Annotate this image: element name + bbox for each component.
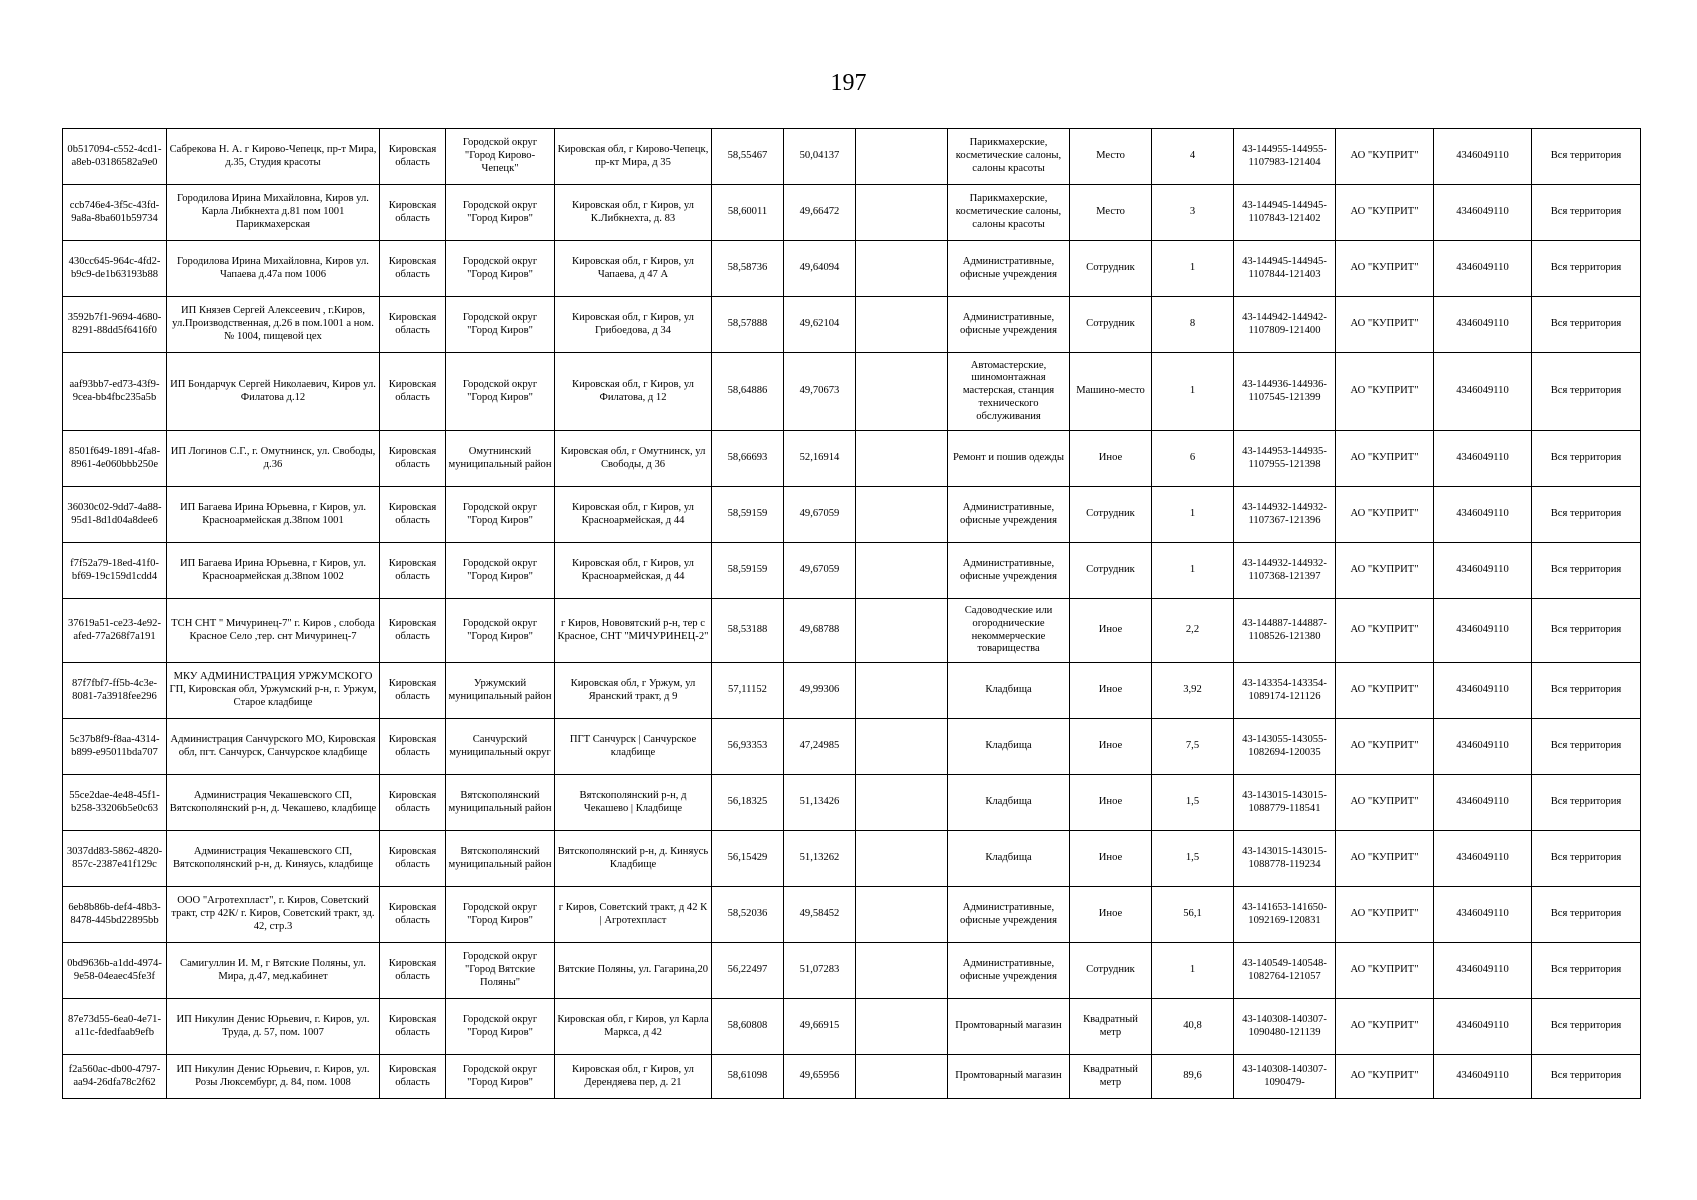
cell-object-category: Садоводческие или огороднические некоммерческие товарищества [948,599,1070,663]
cell-longitude: 49,66915 [784,999,856,1055]
cell-territory: Вся территория [1532,487,1641,543]
cell-address: ПГТ Санчурск | Санчурское кладбище [555,719,712,775]
cell-empty-cell [856,487,948,543]
cell-empty-cell [856,943,948,999]
cell-register-number: 43-144942-144942-1107809-121400 [1234,297,1336,353]
cell-latitude: 58,58736 [712,241,784,297]
cell-longitude: 49,62104 [784,297,856,353]
cell-address: Кировская обл, г Киров, ул Филатова, д 12 [555,353,712,431]
cell-source-name: Городилова Ирина Михайловна, Киров ул. Карла Либкнехта д.81 пом 1001 Парикмахерская [167,185,380,241]
table-row [63,887,1641,943]
cell-object-category: Промтоварный магазин [948,999,1070,1055]
cell-operator: АО "КУПРИТ" [1336,1055,1434,1099]
cell-empty-cell [856,185,948,241]
cell-region: Кировская область [380,887,446,943]
cell-municipality: Городской округ "Город Киров" [446,887,555,943]
registry-rows [63,129,1641,1099]
cell-object-category: Административные, офисные учреждения [948,241,1070,297]
table-row [63,999,1641,1055]
cell-quantity: 4 [1152,129,1234,185]
cell-longitude: 52,16914 [784,431,856,487]
cell-object-category: Кладбища [948,831,1070,887]
cell-address: Кировская обл, г Киров, ул Грибоедова, д 34 [555,297,712,353]
cell-record-id: 0b517094-c552-4cd1-a8eb-03186582a9e0 [63,129,167,185]
cell-municipality: Вятскополянский муниципальный район [446,775,555,831]
cell-register-number: 43-140549-140548-1082764-121057 [1234,943,1336,999]
cell-source-name: Сабрекова Н. А. г Кирово-Чепецк, пр-т Мира, д.35, Студия красоты [167,129,380,185]
cell-municipality: Городской округ "Город Киров" [446,297,555,353]
cell-quantity: 1,5 [1152,775,1234,831]
table-row [63,663,1641,719]
cell-inn: 4346049110 [1434,297,1532,353]
cell-region: Кировская область [380,999,446,1055]
cell-latitude: 57,11152 [712,663,784,719]
cell-quantity: 1 [1152,487,1234,543]
cell-inn: 4346049110 [1434,129,1532,185]
table-row [63,775,1641,831]
cell-municipality: Городской округ "Город Киров" [446,543,555,599]
cell-latitude: 58,60011 [712,185,784,241]
cell-source-name: ИП Никулин Денис Юрьевич, г. Киров, ул. Труда, д. 57, пом. 1007 [167,999,380,1055]
cell-region: Кировская область [380,241,446,297]
cell-record-id: 8501f649-1891-4fa8-8961-4e060bbb250e [63,431,167,487]
cell-longitude: 49,67059 [784,543,856,599]
cell-register-number: 43-143055-143055-1082694-120035 [1234,719,1336,775]
cell-quantity: 89,6 [1152,1055,1234,1099]
cell-source-name: Администрация Чекашевского СП, Вятскополянский р-н, д. Киняусь, кладбище [167,831,380,887]
cell-address: Кировская обл, г Уржум, ул Яранский тракт, д 9 [555,663,712,719]
cell-inn: 4346049110 [1434,999,1532,1055]
table-row [63,129,1641,185]
cell-latitude: 58,66693 [712,431,784,487]
cell-operator: АО "КУПРИТ" [1336,353,1434,431]
cell-operator: АО "КУПРИТ" [1336,543,1434,599]
cell-municipality: Городской округ "Город Вятские Поляны" [446,943,555,999]
cell-inn: 4346049110 [1434,663,1532,719]
cell-region: Кировская область [380,185,446,241]
cell-measure-unit: Сотрудник [1070,241,1152,297]
cell-address: г Киров, Нововятский р-н, тер с Красное, СНТ "МИЧУРИНЕЦ-2" [555,599,712,663]
cell-source-name: ТСН СНТ " Мичуринец-7" г. Киров , слобода Красное Село ,тер. снт Мичуринец-7 [167,599,380,663]
cell-territory: Вся территория [1532,663,1641,719]
cell-record-id: ccb746e4-3f5c-43fd-9a8a-8ba601b59734 [63,185,167,241]
cell-address: Кировская обл, г Киров, ул Чапаева, д 47 А [555,241,712,297]
cell-inn: 4346049110 [1434,599,1532,663]
cell-longitude: 49,58452 [784,887,856,943]
cell-measure-unit: Иное [1070,887,1152,943]
cell-empty-cell [856,775,948,831]
cell-operator: АО "КУПРИТ" [1336,775,1434,831]
cell-register-number: 43-144887-144887-1108526-121380 [1234,599,1336,663]
cell-territory: Вся территория [1532,719,1641,775]
cell-municipality: Омутнинский муниципальный район [446,431,555,487]
cell-object-category: Промтоварный магазин [948,1055,1070,1099]
cell-measure-unit: Сотрудник [1070,543,1152,599]
cell-source-name: ООО "Агротехпласт", г. Киров, Советский тракт, стр 42К/ г. Киров, Советский тракт, зд. 42, стр.3 [167,887,380,943]
cell-municipality: Городской округ "Город Киров" [446,487,555,543]
cell-operator: АО "КУПРИТ" [1336,887,1434,943]
cell-measure-unit: Иное [1070,775,1152,831]
cell-latitude: 58,53188 [712,599,784,663]
cell-empty-cell [856,431,948,487]
cell-latitude: 58,52036 [712,887,784,943]
cell-longitude: 51,13262 [784,831,856,887]
cell-inn: 4346049110 [1434,831,1532,887]
table-row [63,599,1641,663]
cell-object-category: Кладбища [948,719,1070,775]
cell-measure-unit: Иное [1070,719,1152,775]
cell-measure-unit: Место [1070,185,1152,241]
cell-quantity: 1,5 [1152,831,1234,887]
cell-region: Кировская область [380,775,446,831]
cell-address: Кировская обл, г Кирово-Чепецк, пр-кт Мира, д 35 [555,129,712,185]
cell-address: Кировская обл, г Киров, ул Красноармейская, д 44 [555,543,712,599]
cell-inn: 4346049110 [1434,431,1532,487]
cell-operator: АО "КУПРИТ" [1336,663,1434,719]
cell-inn: 4346049110 [1434,185,1532,241]
cell-source-name: Администрация Санчурского МО, Кировская обл, пгт. Санчурск, Санчурское кладбище [167,719,380,775]
cell-longitude: 49,66472 [784,185,856,241]
cell-inn: 4346049110 [1434,775,1532,831]
cell-record-id: 0bd9636b-a1dd-4974-9e58-04eaec45fe3f [63,943,167,999]
table-row [63,241,1641,297]
cell-empty-cell [856,719,948,775]
cell-measure-unit: Сотрудник [1070,943,1152,999]
cell-empty-cell [856,599,948,663]
cell-quantity: 1 [1152,543,1234,599]
cell-measure-unit: Сотрудник [1070,297,1152,353]
cell-address: Вятские Поляны, ул. Гагарина,20 [555,943,712,999]
cell-region: Кировская область [380,129,446,185]
table-row [63,831,1641,887]
cell-territory: Вся территория [1532,129,1641,185]
cell-empty-cell [856,543,948,599]
cell-register-number: 43-144936-144936-1107545-121399 [1234,353,1336,431]
cell-operator: АО "КУПРИТ" [1336,185,1434,241]
cell-register-number: 43-143015-143015-1088779-118541 [1234,775,1336,831]
table-row [63,353,1641,431]
cell-operator: АО "КУПРИТ" [1336,487,1434,543]
cell-quantity: 1 [1152,943,1234,999]
cell-quantity: 8 [1152,297,1234,353]
cell-territory: Вся территория [1532,431,1641,487]
cell-inn: 4346049110 [1434,943,1532,999]
cell-quantity: 2,2 [1152,599,1234,663]
cell-municipality: Санчурский муниципальный округ [446,719,555,775]
cell-register-number: 43-144932-144932-1107367-121396 [1234,487,1336,543]
cell-register-number: 43-144945-144945-1107844-121403 [1234,241,1336,297]
cell-operator: АО "КУПРИТ" [1336,831,1434,887]
cell-longitude: 49,67059 [784,487,856,543]
cell-latitude: 56,93353 [712,719,784,775]
cell-municipality: Городской округ "Город Кирово-Чепецк" [446,129,555,185]
cell-register-number: 43-140308-140307-1090480-121139 [1234,999,1336,1055]
cell-empty-cell [856,297,948,353]
cell-measure-unit: Иное [1070,831,1152,887]
cell-object-category: Кладбища [948,775,1070,831]
cell-region: Кировская область [380,353,446,431]
cell-municipality: Городской округ "Город Киров" [446,185,555,241]
cell-municipality: Городской округ "Город Киров" [446,1055,555,1099]
cell-inn: 4346049110 [1434,353,1532,431]
cell-object-category: Административные, офисные учреждения [948,543,1070,599]
cell-territory: Вся территория [1532,1055,1641,1099]
cell-object-category: Административные, офисные учреждения [948,887,1070,943]
cell-longitude: 47,24985 [784,719,856,775]
cell-measure-unit: Квадратный метр [1070,999,1152,1055]
cell-register-number: 43-143354-143354-1089174-121126 [1234,663,1336,719]
cell-object-category: Кладбища [948,663,1070,719]
cell-region: Кировская область [380,1055,446,1099]
cell-address: Кировская обл, г Киров, ул Красноармейская, д 44 [555,487,712,543]
cell-measure-unit: Сотрудник [1070,487,1152,543]
cell-empty-cell [856,241,948,297]
cell-quantity: 56,1 [1152,887,1234,943]
cell-record-id: f7f52a79-18ed-41f0-bf69-19c159d1cdd4 [63,543,167,599]
table-row [63,543,1641,599]
cell-municipality: Городской округ "Город Киров" [446,599,555,663]
cell-territory: Вся территория [1532,887,1641,943]
cell-territory: Вся территория [1532,831,1641,887]
cell-source-name: Администрация Чекашевского СП, Вятскополянский р-н, д. Чекашево, кладбище [167,775,380,831]
cell-quantity: 7,5 [1152,719,1234,775]
cell-latitude: 58,57888 [712,297,784,353]
cell-source-name: ИП Бондарчук Сергей Николаевич, Киров ул. Филатова д.12 [167,353,380,431]
cell-measure-unit: Иное [1070,663,1152,719]
cell-source-name: МКУ АДМИНИСТРАЦИЯ УРЖУМСКОГО ГП, Кировская обл, Уржумский р-н, г. Уржум, Старое кладбище [167,663,380,719]
cell-operator: АО "КУПРИТ" [1336,943,1434,999]
cell-territory: Вся территория [1532,297,1641,353]
cell-region: Кировская область [380,719,446,775]
table-row [63,297,1641,353]
cell-longitude: 49,68788 [784,599,856,663]
cell-record-id: 3592b7f1-9694-4680-8291-88dd5f6416f0 [63,297,167,353]
cell-latitude: 56,15429 [712,831,784,887]
cell-region: Кировская область [380,297,446,353]
cell-longitude: 50,04137 [784,129,856,185]
cell-latitude: 58,60808 [712,999,784,1055]
cell-municipality: Вятскополянский муниципальный район [446,831,555,887]
cell-source-name: ИП Князев Сергей Алексеевич , г.Киров, ул.Производственная, д.26 в пом.1001 а ном.№ 1004, пищевой цех [167,297,380,353]
cell-quantity: 1 [1152,241,1234,297]
cell-territory: Вся территория [1532,353,1641,431]
cell-quantity: 40,8 [1152,999,1234,1055]
cell-measure-unit: Квадратный метр [1070,1055,1152,1099]
cell-address: Вятскополянский р-н, д Чекашево | Кладбище [555,775,712,831]
cell-territory: Вся территория [1532,543,1641,599]
cell-quantity: 3 [1152,185,1234,241]
table-row [63,185,1641,241]
cell-measure-unit: Иное [1070,599,1152,663]
cell-inn: 4346049110 [1434,1055,1532,1099]
cell-latitude: 56,18325 [712,775,784,831]
cell-municipality: Городской округ "Город Киров" [446,241,555,297]
cell-quantity: 1 [1152,353,1234,431]
cell-region: Кировская область [380,431,446,487]
cell-operator: АО "КУПРИТ" [1336,599,1434,663]
cell-quantity: 6 [1152,431,1234,487]
cell-record-id: 36030c02-9dd7-4a88-95d1-8d1d04a8dee6 [63,487,167,543]
cell-inn: 4346049110 [1434,487,1532,543]
cell-operator: АО "КУПРИТ" [1336,297,1434,353]
cell-source-name: ИП Никулин Денис Юрьевич, г. Киров, ул. Розы Люксембург, д. 84, пом. 1008 [167,1055,380,1099]
cell-operator: АО "КУПРИТ" [1336,999,1434,1055]
cell-inn: 4346049110 [1434,719,1532,775]
cell-region: Кировская область [380,663,446,719]
cell-empty-cell [856,831,948,887]
cell-longitude: 49,70673 [784,353,856,431]
cell-record-id: 87e73d55-6ea0-4e71-a11c-fdedfaab9efb [63,999,167,1055]
cell-measure-unit: Место [1070,129,1152,185]
cell-operator: АО "КУПРИТ" [1336,431,1434,487]
cell-record-id: 3037dd83-5862-4820-857c-2387e41f129c [63,831,167,887]
cell-record-id: 55ce2dae-4e48-45f1-b258-33206b5e0c63 [63,775,167,831]
cell-record-id: 87f7fbf7-ff5b-4c3e-8081-7a3918fee296 [63,663,167,719]
cell-inn: 4346049110 [1434,887,1532,943]
cell-longitude: 51,13426 [784,775,856,831]
cell-record-id: 430cc645-964c-4fd2-b9c9-de1b63193b88 [63,241,167,297]
cell-territory: Вся территория [1532,185,1641,241]
cell-empty-cell [856,129,948,185]
cell-municipality: Уржумский муниципальный район [446,663,555,719]
cell-record-id: 37619a51-ce23-4e92-afed-77a268f7a191 [63,599,167,663]
cell-quantity: 3,92 [1152,663,1234,719]
cell-address: г Киров, Советский тракт, д 42 К | Агротехпласт [555,887,712,943]
cell-register-number: 43-141653-141650-1092169-120831 [1234,887,1336,943]
cell-register-number: 43-144953-144935-1107955-121398 [1234,431,1336,487]
cell-object-category: Парикмахерские, косметические салоны, салоны красоты [948,185,1070,241]
cell-operator: АО "КУПРИТ" [1336,241,1434,297]
cell-territory: Вся территория [1532,241,1641,297]
cell-inn: 4346049110 [1434,543,1532,599]
cell-municipality: Городской округ "Город Киров" [446,999,555,1055]
cell-region: Кировская область [380,943,446,999]
cell-object-category: Административные, офисные учреждения [948,487,1070,543]
cell-address: Кировская обл, г Киров, ул К.Либкнехта, д. 83 [555,185,712,241]
cell-region: Кировская область [380,831,446,887]
cell-register-number: 43-144945-144945-1107843-121402 [1234,185,1336,241]
cell-register-number: 43-140308-140307-1090479- [1234,1055,1336,1099]
cell-municipality: Городской округ "Город Киров" [446,353,555,431]
cell-inn: 4346049110 [1434,241,1532,297]
cell-longitude: 49,65956 [784,1055,856,1099]
cell-territory: Вся территория [1532,999,1641,1055]
table-row [63,943,1641,999]
cell-source-name: ИП Логинов С.Г., г. Омутнинск, ул. Свободы, д.36 [167,431,380,487]
cell-operator: АО "КУПРИТ" [1336,129,1434,185]
cell-object-category: Автомастерские, шиномонтажная мастерская, станция технического обслуживания [948,353,1070,431]
cell-empty-cell [856,1055,948,1099]
page-number: 197 [830,70,867,96]
cell-object-category: Административные, офисные учреждения [948,297,1070,353]
cell-address: Кировская обл, г Киров, ул Дерендяева пер, д. 21 [555,1055,712,1099]
registry-table [62,128,1641,1099]
cell-record-id: 5c37b8f9-f8aa-4314-b899-e95011bda707 [63,719,167,775]
cell-empty-cell [856,887,948,943]
cell-source-name: ИП Багаева Ирина Юрьевна, г Киров, ул. Красноармейская д.38пом 1002 [167,543,380,599]
cell-record-id: 6eb8b86b-def4-48b3-8478-445bd22895bb [63,887,167,943]
cell-record-id: f2a560ac-db00-4797-aa94-26dfa78c2f62 [63,1055,167,1099]
cell-longitude: 51,07283 [784,943,856,999]
cell-region: Кировская область [380,543,446,599]
cell-latitude: 56,22497 [712,943,784,999]
table-row [63,487,1641,543]
cell-object-category: Парикмахерские, косметические салоны, салоны красоты [948,129,1070,185]
cell-source-name: ИП Багаева Ирина Юрьевна, г Киров, ул. Красноармейская д.38пом 1001 [167,487,380,543]
table-row [63,431,1641,487]
cell-object-category: Ремонт и пошив одежды [948,431,1070,487]
cell-longitude: 49,99306 [784,663,856,719]
cell-measure-unit: Иное [1070,431,1152,487]
cell-region: Кировская область [380,487,446,543]
cell-empty-cell [856,999,948,1055]
cell-territory: Вся территория [1532,599,1641,663]
table-row [63,719,1641,775]
cell-latitude: 58,64886 [712,353,784,431]
cell-territory: Вся территория [1532,775,1641,831]
cell-longitude: 49,64094 [784,241,856,297]
cell-address: Кировская обл, г Омутнинск, ул Свободы, д 36 [555,431,712,487]
cell-latitude: 58,59159 [712,543,784,599]
cell-region: Кировская область [380,599,446,663]
table-row [63,1055,1641,1099]
cell-empty-cell [856,663,948,719]
cell-source-name: Городилова Ирина Михайловна, Киров ул. Чапаева д.47а пом 1006 [167,241,380,297]
cell-latitude: 58,59159 [712,487,784,543]
cell-operator: АО "КУПРИТ" [1336,719,1434,775]
cell-latitude: 58,61098 [712,1055,784,1099]
cell-register-number: 43-144955-144955-1107983-121404 [1234,129,1336,185]
cell-address: Вятскополянский р-н, д. Киняусь Кладбище [555,831,712,887]
cell-latitude: 58,55467 [712,129,784,185]
cell-measure-unit: Машино-место [1070,353,1152,431]
cell-record-id: aaf93bb7-ed73-43f9-9cea-bb4fbc235a5b [63,353,167,431]
cell-object-category: Административные, офисные учреждения [948,943,1070,999]
cell-register-number: 43-143015-143015-1088778-119234 [1234,831,1336,887]
cell-register-number: 43-144932-144932-1107368-121397 [1234,543,1336,599]
cell-address: Кировская обл, г Киров, ул Карла Маркса, д 42 [555,999,712,1055]
cell-source-name: Самигуллин И. М, г Вятские Поляны, ул. Мира, д.47, мед.кабинет [167,943,380,999]
cell-territory: Вся территория [1532,943,1641,999]
cell-empty-cell [856,353,948,431]
